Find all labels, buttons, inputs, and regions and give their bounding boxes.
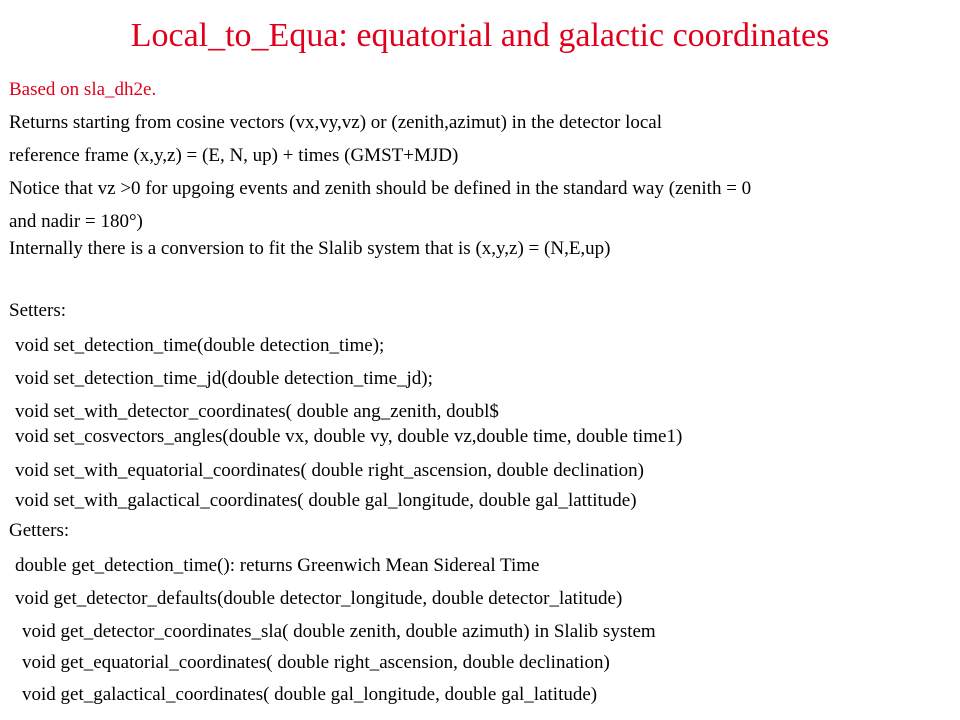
setter-item: void set_detection_time(double detection_time); (15, 335, 385, 356)
setters-heading: Setters: (9, 300, 66, 321)
notice-line-1: Notice that vz >0 for upgoing events and zenith should be defined in the standard way (zenith = 0 (9, 178, 752, 199)
getter-item: void get_equatorial_coordinates( double right_ascension, double declination) (22, 652, 610, 673)
setter-item: void set_detection_time_jd(double detection_time_jd); (15, 368, 433, 389)
getter-item: void get_detector_defaults(double detector_longitude, double detector_latitude) (15, 588, 623, 609)
internal-conversion-text: Internally there is a conversion to fit the Slalib system that is (x,y,z) = (N,E,up) (9, 238, 611, 259)
based-on-text: Based on sla_dh2e. (9, 79, 157, 100)
getter-item: void get_galactical_coordinates( double gal_longitude, double gal_latitude) (22, 684, 598, 705)
setter-item: void set_with_galactical_coordinates( double gal_longitude, double gal_lattitude) (15, 490, 637, 511)
setter-item: void set_with_equatorial_coordinates( double right_ascension, double declination) (15, 460, 644, 481)
setter-item: void set_cosvectors_angles(double vx, double vy, double vz,double time, double time1) (15, 426, 683, 447)
getter-item: double get_detection_time(): returns Greenwich Mean Sidereal Time (15, 555, 540, 576)
returns-line-1: Returns starting from cosine vectors (vx,vy,vz) or (zenith,azimut) in the detector local (9, 112, 662, 133)
notice-line-2: and nadir = 180°) (9, 211, 143, 232)
getters-heading: Getters: (9, 520, 70, 541)
setter-item: void set_with_detector_coordinates( double ang_zenith, doubl$ (15, 401, 499, 422)
getter-item: void get_detector_coordinates_sla( double zenith, double azimuth) in Slalib system (22, 621, 656, 642)
returns-line-2: reference frame (x,y,z) = (E, N, up) + times (GMST+MJD) (9, 145, 459, 166)
slide-title: Local_to_Equa: equatorial and galactic coordinates (130, 17, 830, 54)
